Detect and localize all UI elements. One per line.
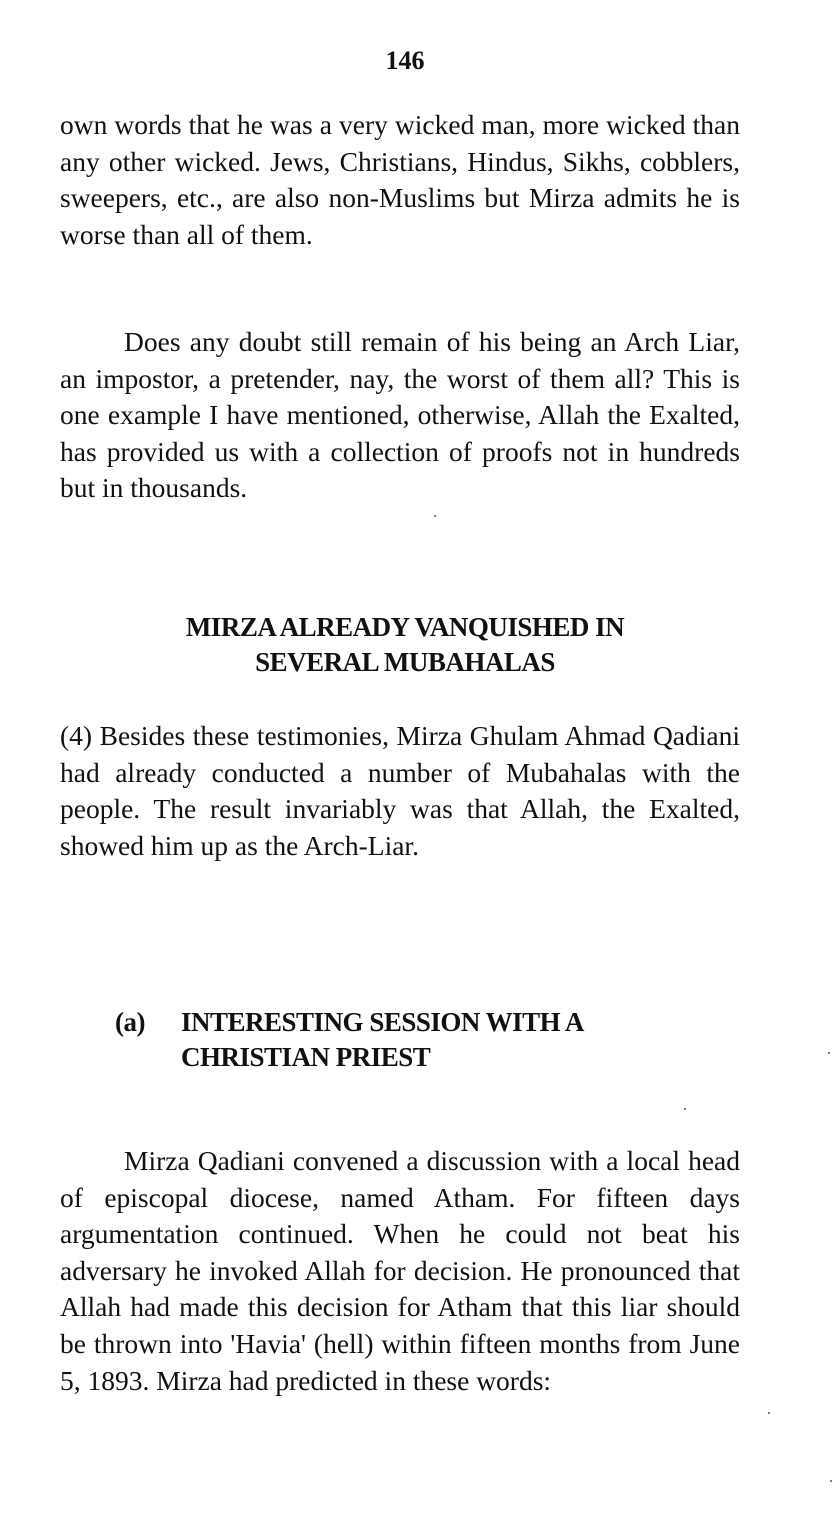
paragraph-mubahalas: (4) Besides these testimonies, Mirza Ghulam Ahmad Qadiani had already conducted a number of Mubahalas with the people. The result invariably was that Allah, the Exalted, showed him up as the Arch-Liar. — [60, 720, 740, 861]
scan-speck — [684, 1108, 686, 1110]
section-heading-line-2: SEVERAL MUBAHALAS — [255, 647, 555, 677]
sub-heading-text — [181, 1005, 741, 1075]
paragraph-arch-liar: Does any doubt still remain of his being an Arch Liar, an impostor, a pretender, nay, the worst of them all? This is one example I have mentioned, otherwise, Allah the Exalted, has provided us with a collection of proofs not in hundreds but in thousands. — [60, 326, 740, 504]
section-heading-line-1: MIRZA ALREADY VANQUISHED IN — [185, 612, 625, 642]
sub-heading-marker: (a) — [115, 1007, 145, 1037]
sub-heading-line-1: INTERESTING SESSION WITH A — [181, 1007, 584, 1037]
sub-heading-line-2: CHRISTIAN PRIEST — [181, 1042, 431, 1072]
section-heading — [60, 610, 750, 680]
scan-speck — [434, 515, 436, 517]
paragraph-atham: Mirza Qadiani convened a discussion with a local head of episcopal diocese, named Atham. For fifteen days argumentation continued. When he could not beat his adversary he invoked Allah for decision. He pronounced that Allah had made this decision for Atham that this liar should be thrown into 'Havia' (hell) within fifteen months from June 5, 1893. Mirza had predicted in these words: — [60, 1145, 740, 1396]
page-number: 146 — [385, 46, 425, 75]
scan-speck — [768, 1412, 770, 1414]
scan-speck — [830, 1480, 832, 1482]
scan-speck — [828, 1052, 830, 1054]
paragraph-continuation: own words that he was a very wicked man, more wicked than any other wicked. Jews, Christians, Hindus, Sikhs, cobblers, sweepers, etc., are also non-Muslims but Mirza admits he is worse than all of them. — [60, 109, 740, 250]
